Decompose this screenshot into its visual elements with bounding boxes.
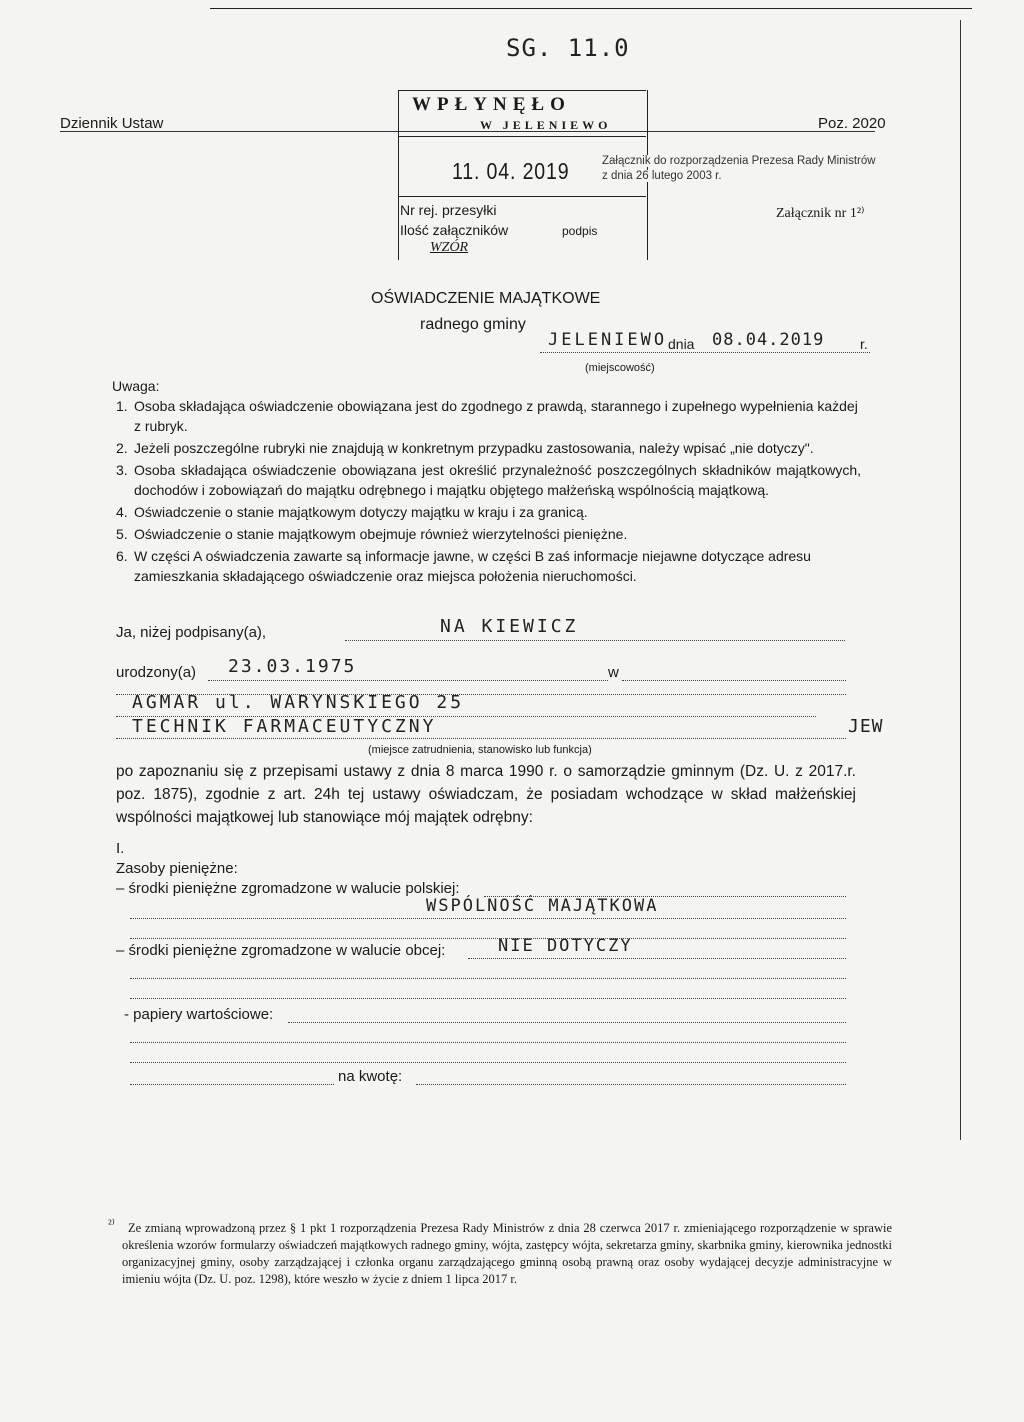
section-heading: Zasoby pieniężne: (116, 860, 238, 877)
born-place-label: w (608, 664, 619, 681)
pln-field[interactable]: WSPÓLNOŚĆ MAJĄTKOWA (426, 896, 659, 916)
stamp-signature-label: podpis (562, 224, 598, 238)
foreign-label: – środki pieniężne zgromadzone w walucie obcej: (116, 942, 446, 959)
amount-line[interactable] (416, 1066, 846, 1085)
section-number: I. (116, 840, 125, 857)
securities-line-3[interactable] (130, 1044, 846, 1063)
remark-item: 6. W części A oświadczenia zawarte są informacje jawne, w części B zaś informacje niejawne dotyczące adresu zamieszkania składającego oświadczenie oraz miejsca położenia nieruchomości. (116, 548, 811, 584)
stamp-divider (398, 196, 646, 197)
stamp-date: 11. 04. 2019 (452, 158, 570, 184)
remarks-heading: Uwaga: (112, 378, 160, 394)
pln-label: – środki pieniężne zgromadzone w walucie polskiej: (116, 880, 460, 897)
scan-edge-right (960, 20, 961, 1140)
stamp-template-label: WZÓR (430, 240, 469, 255)
remark-item: 1. Osoba składająca oświadczenie obowiązana jest do zgodnego z prawdą, starannego i zupełnego wypełnienia każdej z rubryk. (116, 398, 858, 434)
stamp-title: WPŁYNĘŁO (412, 94, 571, 115)
date-suffix: r. (860, 336, 868, 352)
document-subtitle: radnego gminy (420, 316, 526, 333)
name-field[interactable]: NA KIEWICZ (440, 616, 579, 637)
remark-item: 5. Oświadczenie o stanie majątkowym obejmuje również wierzytelności pieniężne. (116, 526, 628, 542)
stamp-attachments-label: Ilość załączników (400, 222, 509, 238)
stamp-divider (398, 136, 646, 137)
foreign-line-2[interactable] (130, 960, 846, 979)
remark-item: 3. Osoba składająca oświadczenie obowiązana jest określić przynależność poszczególnych składników majątkowych, dochodów i zobowiązań do majątku odrębnego i majątku objętego małżeńską wspólnością majątkową. (116, 462, 861, 498)
footnote-text: Ze zmianą wprowadzoną przez § 1 pkt 1 rozporządzenia Prezesa Rady Ministrów z dnia 28 czerwca 2017 r. zmieniającego rozporządzenie w sprawie określenia wzorów formularzy oświadczeń majątkowych radnego gminy, wójta, zastępcy wójta, sekretarza gminy, skarbnika gminy, kierownika jednostki organizacyjnej gminy, osoby zarządzającej i członka organu zarządzającego gminną osobą prawną oraz osoby wydającej decyzje administracyjne w imieniu wójta (Dz. U. poz. 1298), które weszło w życie z dniem 1 lipca 2017 r. (122, 1221, 892, 1286)
position-number: Poz. 2020 (818, 115, 886, 132)
securities-line[interactable] (288, 1004, 846, 1023)
stamp-registration-label: Nr rej. przesyłki (400, 202, 497, 218)
date-field[interactable]: 08.04.2019 (712, 330, 825, 350)
date-label: dnia (668, 336, 695, 352)
amount-label: na kwotę: (338, 1068, 403, 1085)
stamp-subtitle: W JELENIEWO (480, 118, 612, 132)
born-date-field[interactable]: 23.03.1975 (228, 656, 357, 677)
securities-line-2[interactable] (130, 1024, 846, 1043)
securities-label: - papiery wartościowe: (124, 1006, 274, 1023)
footnote-mark: ²⁾ (108, 1217, 115, 1231)
annex-reference-1: Załącznik do rozporządzenia Prezesa Rady Ministrów (602, 155, 876, 167)
foreign-line-3[interactable] (130, 980, 846, 999)
amount-prefix-line (130, 1066, 334, 1085)
place-caption: (miejscowość) (585, 362, 655, 374)
position-suffix: JEW (848, 716, 884, 737)
place-field[interactable]: JELENIEWO (548, 330, 668, 350)
pln-line-3[interactable] (130, 920, 846, 939)
employer-caption: (miejsce zatrudnienia, stanowisko lub funkcja) (368, 744, 592, 756)
born-label: urodzony(a) (116, 664, 197, 681)
journal-name: Dziennik Ustaw (60, 115, 164, 132)
employer-field[interactable]: AGMAR ul. WARYNSKIEGO 25 (132, 692, 465, 713)
handwritten-reference: SG. 11.0 (506, 34, 630, 62)
remarks-list (116, 396, 861, 586)
document-title: OŚWIADCZENIE MAJĄTKOWE (371, 290, 601, 307)
scan-edge-top (210, 8, 972, 9)
annex-number: Załącznik nr 1²⁾ (776, 206, 865, 221)
position-field[interactable]: TECHNIK FARMACEUTYCZNY (132, 716, 437, 737)
remark-item: 4. Oświadczenie o stanie majątkowym dotyczy majątku w kraju i za granicą. (116, 504, 588, 520)
declaration-text: po zapoznaniu się z przepisami ustawy z dnia 8 marca 1990 r. o samorządzie gminnym (Dz. U. z 2017.r. poz. 1875), zgodnie z art. 24h tej ustawy oświadczam, że posiadam wchodzące w skład małżeńskiej wspólności majątkowej lub stanowiące mój majątek odrębny: (116, 763, 856, 826)
annex-reference-2: z dnia 26 lutego 2003 r. (602, 170, 722, 182)
foreign-field[interactable]: NIE DOTYCZY (498, 936, 633, 956)
pln-line-1[interactable] (484, 878, 846, 897)
name-line (345, 622, 845, 641)
remark-item: 2. Jeżeli poszczególne rubryki nie znajdują w konkretnym przypadku zastosowania, należy wpisać „nie dotyczy". (116, 440, 814, 456)
name-label: Ja, niżej podpisany(a), (116, 624, 267, 641)
